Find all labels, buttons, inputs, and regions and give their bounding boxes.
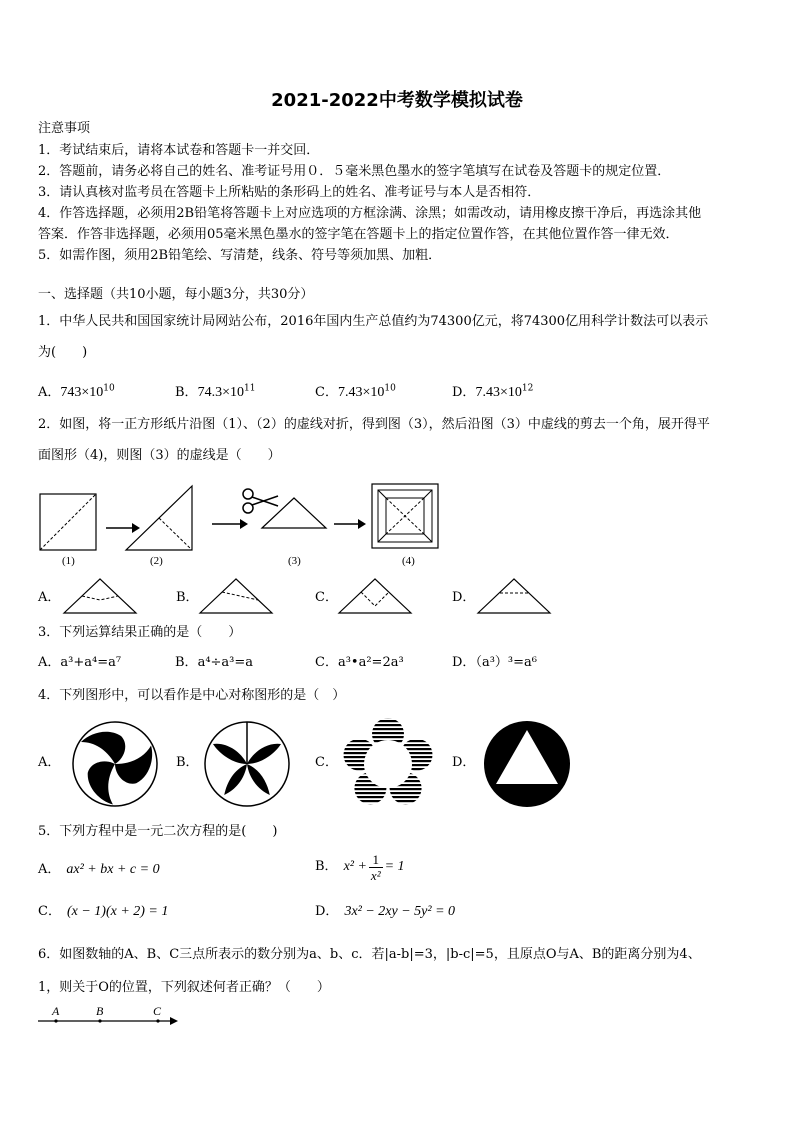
- q1-option-b: B．$74.3\times 10^{11}$: [175, 383, 256, 400]
- q4-option-c: C．: [315, 755, 338, 770]
- fig-label: (3): [288, 555, 301, 567]
- q6-stem: 1，则关于O的位置，下列叙述何者正确？（ ）: [38, 980, 330, 995]
- q4-option-d-figure: [482, 719, 572, 809]
- notice-item: 4．作答选择题，必须用2B铅笔将答题卡上对应选项的方框涂满、涂黑；如需改动，请用橡皮擦干净后，再选涂其他: [38, 206, 702, 221]
- q5-option-c: C． (x − 1)(x + 2) = 1: [38, 904, 169, 919]
- q3-stem: 3．下列运算结果正确的是（ ）: [38, 625, 242, 640]
- q3-option-a: A．a³+a⁴=a⁷: [38, 655, 122, 670]
- arrow-icon: [212, 519, 248, 529]
- q2-figure: [36, 480, 446, 568]
- fold-triangle-figure: [126, 486, 192, 550]
- q2-option-c-figure: [337, 576, 413, 616]
- point-label: A: [52, 1004, 60, 1018]
- notice-item: 答案．作答非选择题，必须用05毫米黑色墨水的签字笔在答题卡上的指定位置作答，在其他位置作答一律无效．: [38, 227, 679, 242]
- point-label: B: [96, 1004, 104, 1018]
- fold-square-figure: [40, 494, 96, 550]
- q5-option-a: A． ax² + bx + c = 0: [38, 862, 160, 877]
- unfolded-square-figure: [372, 484, 438, 548]
- number-line: [36, 1003, 186, 1029]
- q2-option-a: A．: [38, 590, 61, 605]
- q4-option-c-figure: [340, 716, 436, 812]
- fig-label: (1): [62, 555, 75, 567]
- q5-option-d: D． 3x² − 2xy − 5y² = 0: [315, 904, 456, 919]
- q2-option-d-figure: [476, 576, 552, 616]
- q2-stem: 2．如图，将一正方形纸片沿图（1）、（2）的虚线对折，得到图（3），然后沿图（3）中虚线的剪去一个角，展开得平: [38, 417, 710, 432]
- q1-option-c: C．$7.43\times 10^{10}$: [315, 383, 396, 400]
- notice-item: 2．答题前，请务必将自己的姓名、准考证号用０．５毫米黑色墨水的签字笔填写在试卷及答题卡的规定位置．: [38, 164, 671, 179]
- q3-option-b: B．a⁴÷a³=a: [175, 655, 254, 670]
- arrow-icon: [106, 523, 140, 533]
- fig-label: (4): [402, 555, 415, 567]
- fraction: $\frac{1}{\text{x²}}$: [370, 851, 381, 883]
- fig-label: (2): [150, 555, 163, 567]
- q5-option-b: B． x² + $\frac{1}{\text{x²}}$ = 1: [315, 851, 405, 883]
- q4-stem: 4．下列图形中，可以看作是中心对称图形的是（ ）: [38, 688, 346, 703]
- q2-option-b: B．: [176, 590, 199, 605]
- q2-option-d: D．: [452, 590, 476, 605]
- notice-item: 3．请认真核对监考员在答题卡上所粘贴的条形码上的姓名、准考证号与本人是否相符．: [38, 185, 541, 200]
- notice-item: 1．考试结束后，请将本试卷和答题卡一并交回．: [38, 143, 320, 158]
- page-title: 2021-2022中考数学模拟试卷: [271, 90, 523, 111]
- scissors-icon: [243, 489, 278, 513]
- q2-option-c: C．: [315, 590, 338, 605]
- q1-option-d: D．$7.43\times 10^{12}$: [452, 383, 534, 400]
- arrow-icon: [334, 519, 366, 529]
- q3-option-c: C．a³•a²=2a³: [315, 655, 404, 670]
- q2-option-b-figure: [198, 576, 274, 616]
- q5-stem: 5．下列方程中是一元二次方程的是( ): [38, 824, 278, 839]
- q1-stem: 1．中华人民共和国国家统计局网站公布，2016年国内生产总值约为74300亿元，将74300亿用科学计数法可以表示: [38, 314, 709, 329]
- q4-option-a-figure: [70, 719, 160, 809]
- q1-stem: 为( ): [38, 345, 88, 360]
- q6-stem: 6．如图数轴的A、B、C三点所表示的数分别为a、b、c．若|a-b|=3，|b-c|=5，且原点O与A、B的距离分别为4、: [38, 947, 701, 962]
- q4-option-b: B．: [176, 755, 199, 770]
- q1-option-a: A．$743\times 10^{10}$: [38, 383, 115, 400]
- notice-item: 5．如需作图，须用2B铅笔绘、写清楚，线条、符号等须加黑、加粗．: [38, 248, 442, 263]
- q2-stem: 面图形（4)，则图（3）的虚线是（ ）: [38, 448, 281, 463]
- q4-option-a: A．: [38, 755, 61, 770]
- small-triangle-figure: [262, 498, 326, 528]
- q4-option-b-figure: [202, 719, 292, 809]
- notice-heading: 注意事项: [38, 121, 91, 136]
- q3-option-d: D．（a³）³=a⁶: [452, 655, 537, 670]
- point-label: C: [153, 1004, 162, 1018]
- q4-option-d: D．: [452, 755, 476, 770]
- section-heading: 一、选择题（共10小题，每小题3分，共30分）: [38, 287, 314, 302]
- q2-option-a-figure: [62, 576, 138, 616]
- arrow-head-icon: [170, 1017, 178, 1025]
